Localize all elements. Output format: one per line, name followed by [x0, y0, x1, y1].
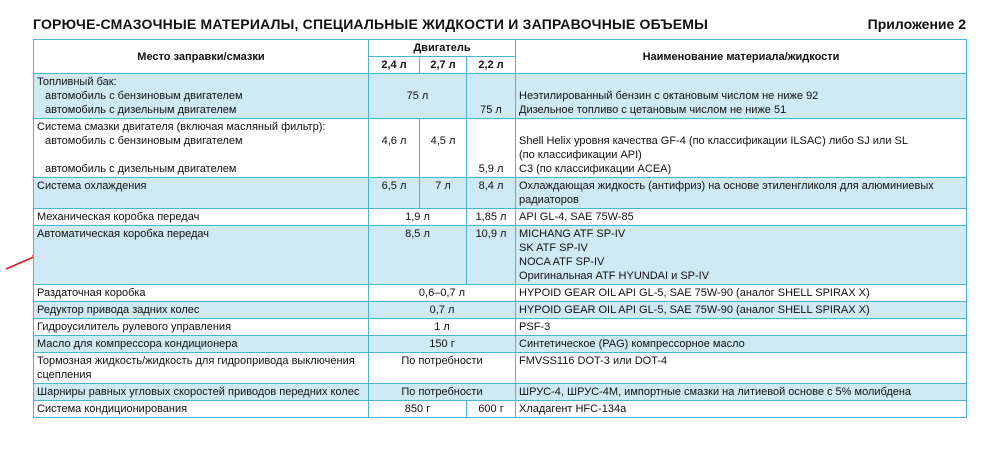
material-cell: SK ATF SP-IV	[519, 242, 588, 254]
table-row	[34, 119, 967, 178]
appendix-label: Приложение 2	[867, 16, 966, 32]
material-cell: Дизельное топливо с цетановым числом не ниже 51	[519, 104, 787, 116]
value-cell: 0,7 л	[369, 302, 516, 319]
row-label: Система охлаждения	[34, 178, 369, 209]
row-sublabel: автомобиль с бензиновым двигателем	[45, 90, 243, 102]
header-material: Наименование материала/жидкости	[516, 40, 967, 74]
table-row	[34, 401, 967, 418]
value-cell: 4,5 л	[430, 135, 456, 147]
table-row	[34, 74, 967, 119]
value-cell: 1,85 л	[467, 209, 516, 226]
row-label: Шарниры равных угловых скоростей приводов передних колес	[34, 384, 369, 401]
table-row	[34, 353, 967, 384]
row-label: Автоматическая коробка передач	[34, 226, 369, 285]
row-sublabel: автомобиль с бензиновым двигателем	[45, 135, 243, 147]
material-cell: Охлаждающая жидкость (антифриз) на основе этиленгликоля для алюминиевых	[519, 180, 934, 192]
row-label: Система смазки двигателя (включая масляный фильтр):	[37, 121, 326, 133]
material-cell: Неэтилированный бензин с октановым числом не ниже 92	[519, 90, 819, 102]
material-cell: ШРУС-4, ШРУС-4М, импортные смазки на литиевой основе с 5% молибдена	[516, 384, 967, 401]
table-row	[34, 336, 967, 353]
value-cell: 1 л	[369, 319, 516, 336]
value-cell: 10,9 л	[467, 226, 516, 285]
materials-table	[33, 39, 967, 418]
row-label: сцепления	[37, 369, 92, 381]
row-label: Тормозная жидкость/жидкость для гидропривода выключения	[37, 355, 355, 367]
material-cell: PSF-3	[516, 319, 967, 336]
material-cell: HYPOID GEAR OIL API GL-5, SAE 75W-90 (аналог SHELL SPIRAX X)	[516, 285, 967, 302]
header-row	[34, 40, 967, 57]
row-label: Раздаточная коробка	[34, 285, 369, 302]
material-cell: радиаторов	[519, 194, 579, 206]
value-cell: 75 л	[406, 90, 429, 102]
header-engine-1: 2,4 л	[369, 57, 420, 74]
row-label: Механическая коробка передач	[34, 209, 369, 226]
value-cell: 0,6–0,7 л	[369, 285, 516, 302]
table-row	[34, 209, 967, 226]
table-row	[34, 319, 967, 336]
value-cell: 150 г	[369, 336, 516, 353]
material-cell: FMVSS116 DOT-3 или DOT-4	[516, 353, 967, 384]
material-cell: HYPOID GEAR OIL API GL-5, SAE 75W-90 (аналог SHELL SPIRAX X)	[516, 302, 967, 319]
value-cell: 8,5 л	[369, 226, 467, 285]
material-cell: MICHANG ATF SP-IV	[519, 228, 626, 240]
row-label: Масло для компрессора кондиционера	[34, 336, 369, 353]
value-cell: 5,9 л	[478, 163, 504, 175]
table-row	[34, 302, 967, 319]
header-engine-2: 2,7 л	[420, 57, 467, 74]
value-cell: По потребности	[369, 353, 516, 384]
row-label: Топливный бак:	[37, 76, 117, 88]
page-title: ГОРЮЧЕ-СМАЗОЧНЫЕ МАТЕРИАЛЫ, СПЕЦИАЛЬНЫЕ ЖИДКОСТИ И ЗАПРАВОЧНЫЕ ОБЪЕМЫ	[33, 16, 709, 32]
material-cell: API GL-4, SAE 75W-85	[516, 209, 967, 226]
value-cell: 75 л	[480, 104, 502, 116]
value-cell: 6,5 л	[369, 178, 420, 209]
material-cell: Синтетическое (PAG) компрессорное масло	[516, 336, 967, 353]
value-cell: 4,6 л	[381, 135, 407, 147]
material-cell: Оригинальная ATF HYUNDAI и SP-IV	[519, 270, 710, 282]
table-row	[34, 285, 967, 302]
value-cell: По потребности	[369, 384, 516, 401]
table-row	[34, 384, 967, 401]
material-cell: Хладагент HFC-134a	[516, 401, 967, 418]
value-cell: 850 г	[369, 401, 467, 418]
value-cell: 7 л	[420, 178, 467, 209]
header-place: Место заправки/смазки	[34, 40, 369, 74]
table-row	[34, 226, 967, 285]
row-label: Гидроусилитель рулевого управления	[34, 319, 369, 336]
header-engine: Двигатель	[369, 40, 516, 57]
value-cell: 1,9 л	[369, 209, 467, 226]
table-row	[34, 178, 967, 209]
row-label: Редуктор привода задних колес	[34, 302, 369, 319]
row-sublabel: автомобиль с дизельным двигателем	[45, 163, 237, 175]
material-cell: (по классификации API)	[519, 149, 642, 161]
material-cell: NOCA ATF SP-IV	[519, 256, 605, 268]
material-cell: C3 (по классификации ACEA)	[519, 163, 672, 175]
material-cell: Shell Helix уровня качества GF-4 (по классификации ILSAC) либо SJ или SL	[519, 135, 908, 147]
value-cell: 8,4 л	[467, 178, 516, 209]
value-cell: 600 г	[467, 401, 516, 418]
header-engine-3: 2,2 л	[467, 57, 516, 74]
row-label: Система кондиционирования	[34, 401, 369, 418]
row-sublabel: автомобиль с дизельным двигателем	[45, 104, 237, 116]
